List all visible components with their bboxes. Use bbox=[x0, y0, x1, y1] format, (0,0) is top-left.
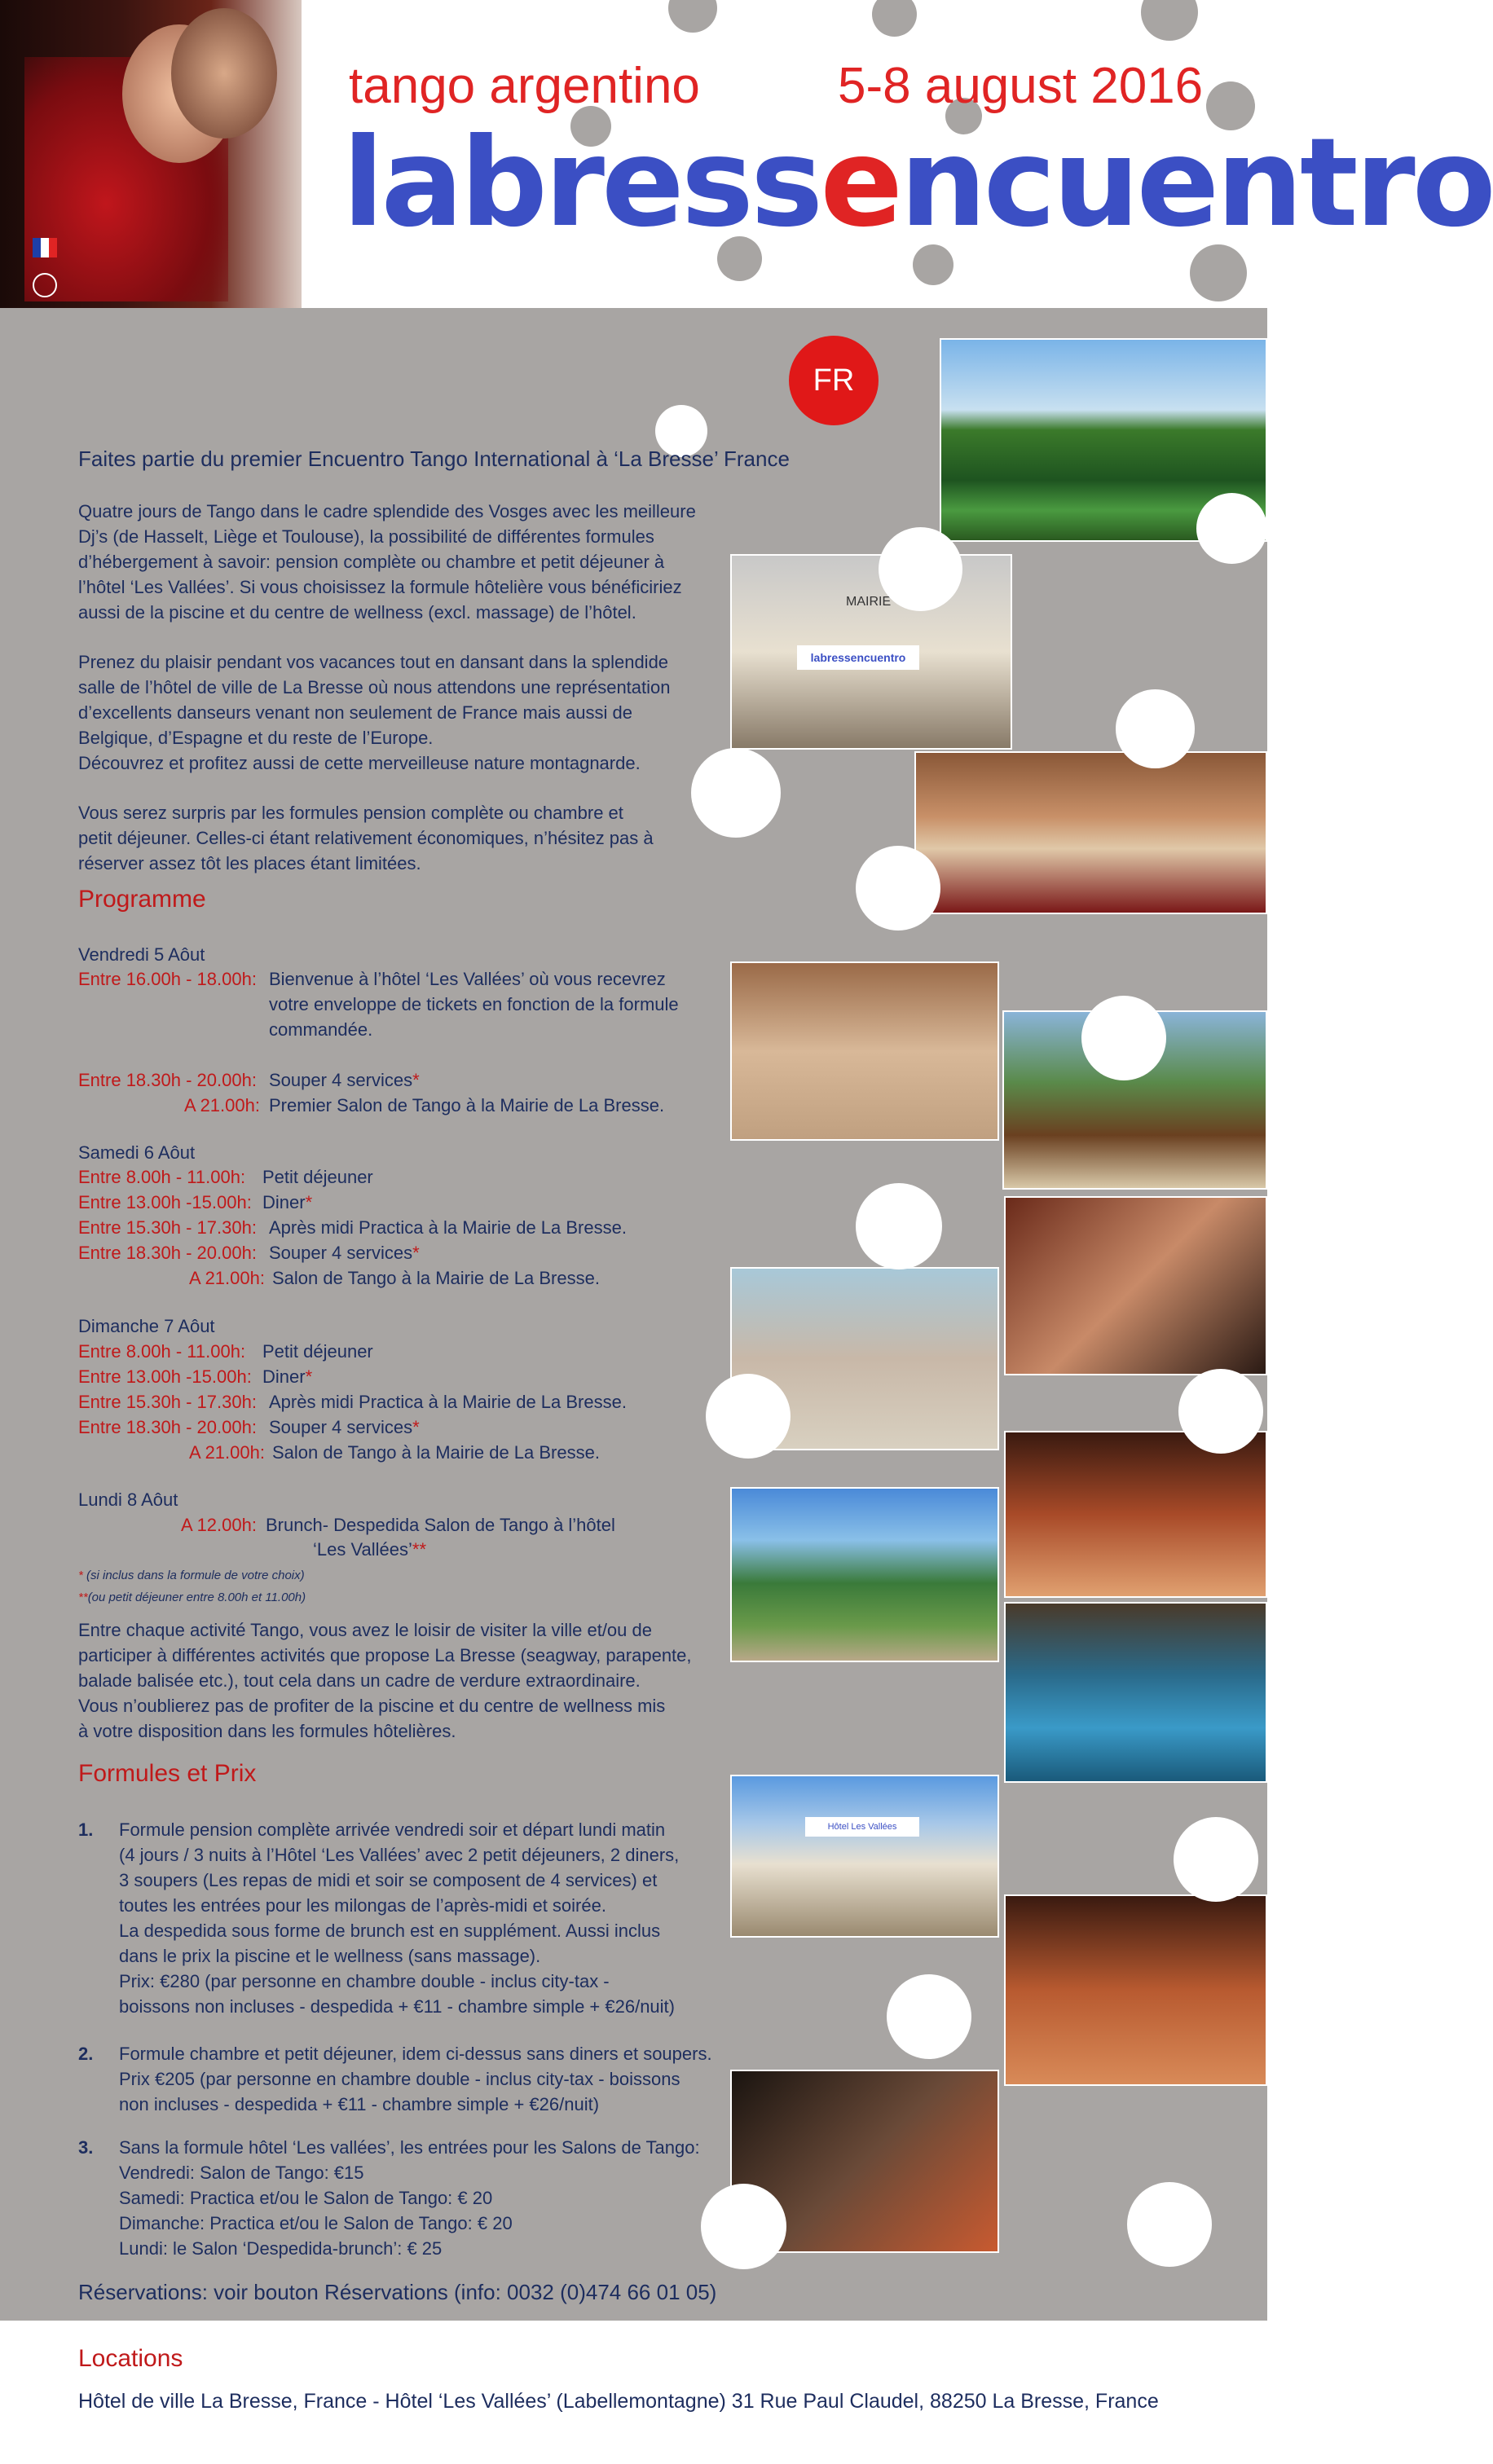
time-label: Entre 8.00h - 11.00h: bbox=[78, 1341, 246, 1362]
time-label: A 21.00h: bbox=[184, 1095, 260, 1115]
formule-line: Lundi: le Salon ‘Despedida-brunch’: € 25 bbox=[119, 2238, 443, 2259]
bathroom-photo bbox=[730, 961, 999, 1141]
item-number: 2. bbox=[78, 2044, 94, 2064]
tango-title: tango argentino bbox=[349, 58, 700, 114]
hotel-exterior-photo: Hôtel Les Vallées bbox=[730, 1775, 999, 1938]
formule-line: Prix €205 (par personne en chambre double - inclus city-tax - boissons bbox=[119, 2069, 680, 2089]
activities-line: balade balisée etc.), tout cela dans un cadre de verdure extraordinaire. bbox=[78, 1670, 641, 1691]
time-label: A 21.00h: bbox=[189, 1442, 265, 1463]
item-number: 1. bbox=[78, 1819, 94, 1840]
formule-line: boissons non incluses - despedida + €11 - chambre simple + €26/nuit) bbox=[119, 1996, 675, 2017]
programme-heading: Programme bbox=[78, 886, 206, 913]
time-label: Entre 8.00h - 11.00h: bbox=[78, 1167, 246, 1187]
intro-line: réserver assez tôt les places étant limitées. bbox=[78, 853, 421, 873]
intro-line: Découvrez et profitez aussi de cette merveilleuse nature montagnarde. bbox=[78, 753, 641, 773]
activities-line: Vous n’oublierez pas de profiter de la piscine et du centre de wellness mis bbox=[78, 1696, 666, 1716]
formule-line: 3 soupers (Les repas de midi et soir se composent de 4 services) et bbox=[119, 1870, 658, 1890]
intro-line: Quatre jours de Tango dans le cadre splendide des Vosges avec les meilleure bbox=[78, 501, 696, 521]
event-text: Souper 4 services* bbox=[269, 1070, 420, 1090]
intro-line: salle de l’hôtel de ville de La Bresse où nous attendons une représentation bbox=[78, 677, 671, 697]
time-label: A 12.00h: bbox=[181, 1515, 257, 1535]
event-text: commandée. bbox=[269, 1019, 373, 1040]
time-label: Entre 18.30h - 20.00h: bbox=[78, 1070, 257, 1090]
formule-line: Prix: €280 (par personne en chambre double - inclus city-tax - bbox=[119, 1971, 610, 1991]
day-label: Lundi 8 Aôut bbox=[78, 1489, 178, 1510]
event-text: Salon de Tango à la Mairie de La Bresse. bbox=[272, 1268, 600, 1288]
event-text: votre enveloppe de tickets en fonction de la formule bbox=[269, 994, 679, 1014]
formule-line: Formule pension complète arrivée vendredi soir et départ lundi matin bbox=[119, 1819, 666, 1840]
event-text: Salon de Tango à la Mairie de La Bresse. bbox=[272, 1442, 600, 1463]
ballroom-photo bbox=[1004, 1894, 1267, 2086]
summer-toboggan-photo bbox=[730, 1487, 999, 1662]
time-label: Entre 15.30h - 17.30h: bbox=[78, 1392, 257, 1412]
day-label: Samedi 6 Aôut bbox=[78, 1142, 196, 1163]
event-text: Après midi Practica à la Mairie de La Bresse. bbox=[269, 1217, 627, 1238]
intro-line: d’excellents danseurs venant non seulement de France mais aussi de bbox=[78, 702, 632, 723]
time-label: Entre 18.30h - 20.00h: bbox=[78, 1417, 257, 1437]
intro-line: Dj’s (de Hasselt, Liège et Toulouse), la possibilité de différentes formules bbox=[78, 526, 654, 547]
formule-line: Vendredi: Salon de Tango: €15 bbox=[119, 2163, 364, 2183]
hotel-room-photo bbox=[914, 751, 1267, 914]
locations-heading: Locations bbox=[78, 2345, 183, 2372]
locations-address: Hôtel de ville La Bresse, France - Hôtel ‘Les Vallées’ (Labellemontagne) 31 Rue Paul Claudel, 88250 La Bresse, France bbox=[78, 2390, 1159, 2413]
event-text: Après midi Practica à la Mairie de La Bresse. bbox=[269, 1392, 627, 1412]
formule-line: (4 jours / 3 nuits à l’Hôtel ‘Les Vallées’ avec 2 petit déjeuners, 2 diners, bbox=[119, 1845, 680, 1865]
encuentros-logo bbox=[33, 236, 196, 301]
event-text: ‘Les Vallées’** bbox=[313, 1539, 427, 1560]
massage-photo bbox=[1004, 1196, 1267, 1375]
dancers-photo-1 bbox=[1004, 1431, 1267, 1598]
event-text: Petit déjeuner bbox=[262, 1167, 373, 1187]
intro-line: Vous serez surpris par les formules pension complète ou chambre et bbox=[78, 803, 623, 823]
footnote: **(ou petit déjeuner entre 8.00h et 11.00h) bbox=[78, 1591, 306, 1604]
footer bbox=[0, 2321, 1267, 2464]
brand-logo: labressencuentro bbox=[342, 112, 1493, 254]
activities-line: Entre chaque activité Tango, vous avez le loisir de visiter la ville et/ou de bbox=[78, 1620, 652, 1640]
time-label: Entre 13.00h -15.00h: bbox=[78, 1192, 252, 1212]
intro-title: Faites partie du premier Encuentro Tango International à ‘La Bresse’ France bbox=[78, 447, 790, 471]
time-label: Entre 18.30h - 20.00h: bbox=[78, 1243, 257, 1263]
language-badge-fr[interactable]: FR bbox=[789, 336, 879, 425]
mairie-photo: MAIRIE labressencuentro bbox=[730, 554, 1012, 750]
event-text: Petit déjeuner bbox=[262, 1341, 373, 1362]
formule-line: dans le prix la piscine et le wellness (sans massage). bbox=[119, 1946, 541, 1966]
formule-line: Formule chambre et petit déjeuner, idem ci-dessus sans diners et soupers. bbox=[119, 2044, 712, 2064]
intro-line: d’hébergement à savoir: pension complète ou chambre et petit déjeuner à bbox=[78, 552, 665, 572]
time-label: Entre 15.30h - 17.30h: bbox=[78, 1217, 257, 1238]
formules-heading: Formules et Prix bbox=[78, 1760, 257, 1787]
page-header bbox=[0, 0, 1493, 308]
event-text: Souper 4 services* bbox=[269, 1243, 420, 1263]
time-label: Entre 13.00h -15.00h: bbox=[78, 1366, 252, 1387]
day-label: Dimanche 7 Aôut bbox=[78, 1316, 215, 1336]
reservations-info[interactable]: Réservations: voir bouton Réservations (info: 0032 (0)474 66 01 05) bbox=[78, 2280, 717, 2304]
activities-line: participer à différentes activités que propose La Bresse (seagway, parapente, bbox=[78, 1645, 692, 1665]
item-number: 3. bbox=[78, 2137, 94, 2158]
event-date: 5-8 august 2016 bbox=[838, 58, 1204, 114]
intro-line: aussi de la piscine et du centre de wellness (excl. massage) de l’hôtel. bbox=[78, 602, 636, 623]
event-text: Diner* bbox=[262, 1192, 313, 1212]
event-text: Bienvenue à l’hôtel ‘Les Vallées’ où vous recevrez bbox=[269, 969, 666, 989]
formule-line: Sans la formule hôtel ‘Les vallées’, les entrées pour les Salons de Tango: bbox=[119, 2137, 700, 2158]
event-text: Brunch- Despedida Salon de Tango à l’hôtel bbox=[266, 1515, 615, 1535]
footnote: * (si inclus dans la formule de votre choix) bbox=[78, 1569, 305, 1582]
event-text: Diner* bbox=[262, 1366, 313, 1387]
formule-line: Samedi: Practica et/ou le Salon de Tango: € 20 bbox=[119, 2188, 493, 2208]
swimming-pool-photo bbox=[1004, 1602, 1267, 1783]
intro-line: petit déjeuner. Celles-ci étant relativement économiques, n’hésitez pas à bbox=[78, 828, 654, 848]
time-label: A 21.00h: bbox=[189, 1268, 265, 1288]
activities-line: à votre disposition dans les formules hôtelières. bbox=[78, 1721, 456, 1741]
formule-line: La despedida sous forme de brunch est en supplément. Aussi inclus bbox=[119, 1921, 661, 1941]
formule-line: Dimanche: Practica et/ou le Salon de Tango: € 20 bbox=[119, 2213, 513, 2233]
formule-line: non incluses - despedida + €11 - chambre simple + €26/nuit) bbox=[119, 2094, 600, 2114]
intro-line: Belgique, d’Espagne et du reste de l’Europe. bbox=[78, 728, 434, 748]
time-label: Entre 16.00h - 18.00h: bbox=[78, 969, 257, 989]
intro-line: l’hôtel ‘Les Vallées’. Si vous choisissez la formule hôtelière vous bénéficiriez bbox=[78, 577, 682, 597]
event-text: Premier Salon de Tango à la Mairie de La Bresse. bbox=[269, 1095, 665, 1115]
formule-line: toutes les entrées pour les milongas de l’après-midi et soirée. bbox=[119, 1895, 606, 1916]
intro-line: Prenez du plaisir pendant vos vacances tout en dansant dans la splendide bbox=[78, 652, 669, 672]
event-text: Souper 4 services* bbox=[269, 1417, 420, 1437]
day-label: Vendredi 5 Aôut bbox=[78, 944, 205, 965]
